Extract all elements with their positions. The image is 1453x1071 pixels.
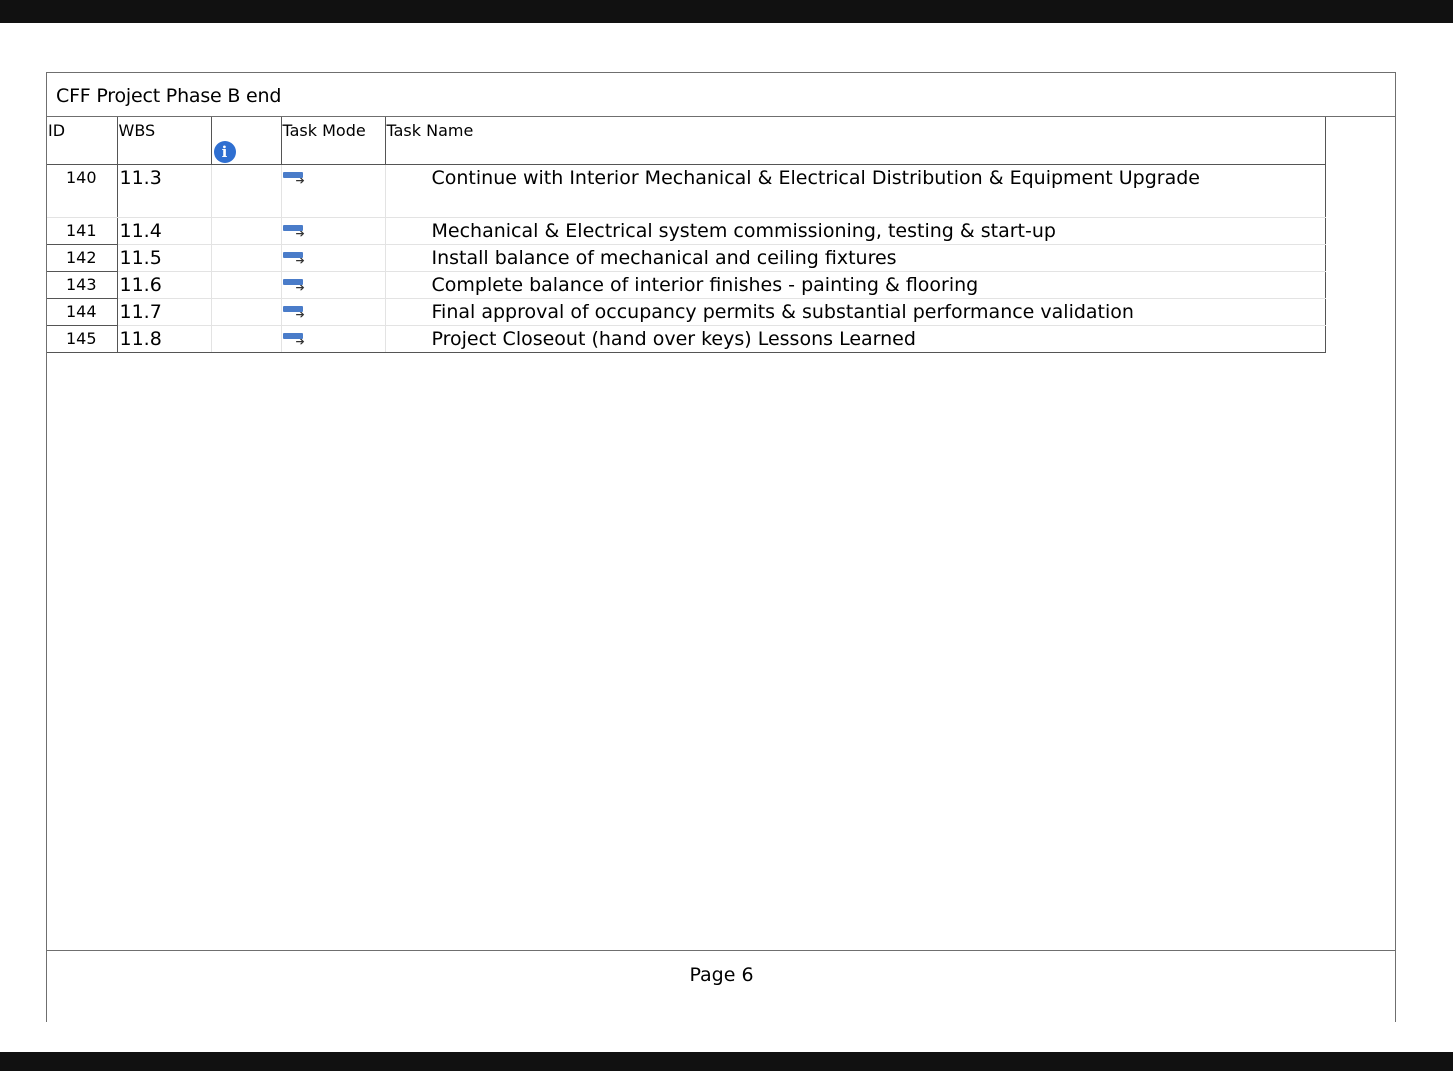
auto-scheduled-task-icon xyxy=(283,224,307,238)
table-row[interactable] xyxy=(47,298,1325,325)
task-mode xyxy=(281,298,385,325)
document-page xyxy=(0,23,1453,1052)
info-icon: i xyxy=(214,141,236,163)
column-header-indicators xyxy=(211,117,281,164)
arrow-icon: ➔ xyxy=(295,174,305,187)
column-header-task-mode: Task Mode xyxy=(281,117,385,164)
column-header-id: ID xyxy=(47,117,117,164)
task-id: 141 xyxy=(47,217,117,244)
task-wbs: 11.4 xyxy=(117,217,211,244)
auto-scheduled-task-icon xyxy=(283,305,307,319)
task-mode xyxy=(281,325,385,352)
task-name: Mechanical & Electrical system commissioning, testing & start-up xyxy=(385,217,1325,244)
table-row[interactable] xyxy=(47,217,1325,244)
task-mode xyxy=(281,217,385,244)
table-row[interactable] xyxy=(47,244,1325,271)
task-id: 142 xyxy=(47,244,117,271)
task-indicators xyxy=(211,298,281,325)
table-row[interactable] xyxy=(47,325,1325,352)
table-row[interactable] xyxy=(47,271,1325,298)
task-name: Final approval of occupancy permits & substantial performance validation xyxy=(385,298,1325,325)
task-wbs: 11.3 xyxy=(117,164,211,217)
column-header-task-name: Task Name xyxy=(385,117,1325,164)
column-header-wbs: WBS xyxy=(117,117,211,164)
arrow-icon: ➔ xyxy=(295,335,305,348)
task-wbs: 11.7 xyxy=(117,298,211,325)
task-wbs: 11.6 xyxy=(117,271,211,298)
auto-scheduled-task-icon xyxy=(283,278,307,292)
report-title: CFF Project Phase B end xyxy=(56,85,282,107)
task-table xyxy=(47,117,1326,353)
auto-scheduled-task-icon xyxy=(283,171,307,185)
task-id: 144 xyxy=(47,298,117,325)
task-indicators xyxy=(211,244,281,271)
task-name: Install balance of mechanical and ceiling fixtures xyxy=(385,244,1325,271)
task-indicators xyxy=(211,325,281,352)
task-id: 145 xyxy=(47,325,117,352)
footer-divider xyxy=(47,950,1396,951)
task-indicators xyxy=(211,164,281,217)
arrow-icon: ➔ xyxy=(295,254,305,267)
task-wbs: 11.5 xyxy=(117,244,211,271)
task-mode xyxy=(281,164,385,217)
task-id: 143 xyxy=(47,271,117,298)
arrow-icon: ➔ xyxy=(295,308,305,321)
task-name: Complete balance of interior finishes - painting & flooring xyxy=(385,271,1325,298)
task-id: 140 xyxy=(47,164,117,217)
arrow-icon: ➔ xyxy=(295,227,305,240)
auto-scheduled-task-icon xyxy=(283,251,307,265)
table-header-row xyxy=(47,117,1325,164)
task-name: Project Closeout (hand over keys) Lessons Learned xyxy=(385,325,1325,352)
task-mode xyxy=(281,244,385,271)
auto-scheduled-task-icon xyxy=(283,332,307,346)
arrow-icon: ➔ xyxy=(295,281,305,294)
task-indicators xyxy=(211,271,281,298)
task-name: Continue with Interior Mechanical & Electrical Distribution & Equipment Upgrade xyxy=(385,164,1325,217)
task-indicators xyxy=(211,217,281,244)
page-number: Page 6 xyxy=(689,964,754,986)
task-mode xyxy=(281,271,385,298)
page-frame xyxy=(46,72,1396,1022)
table-row[interactable] xyxy=(47,164,1325,217)
task-wbs: 11.8 xyxy=(117,325,211,352)
